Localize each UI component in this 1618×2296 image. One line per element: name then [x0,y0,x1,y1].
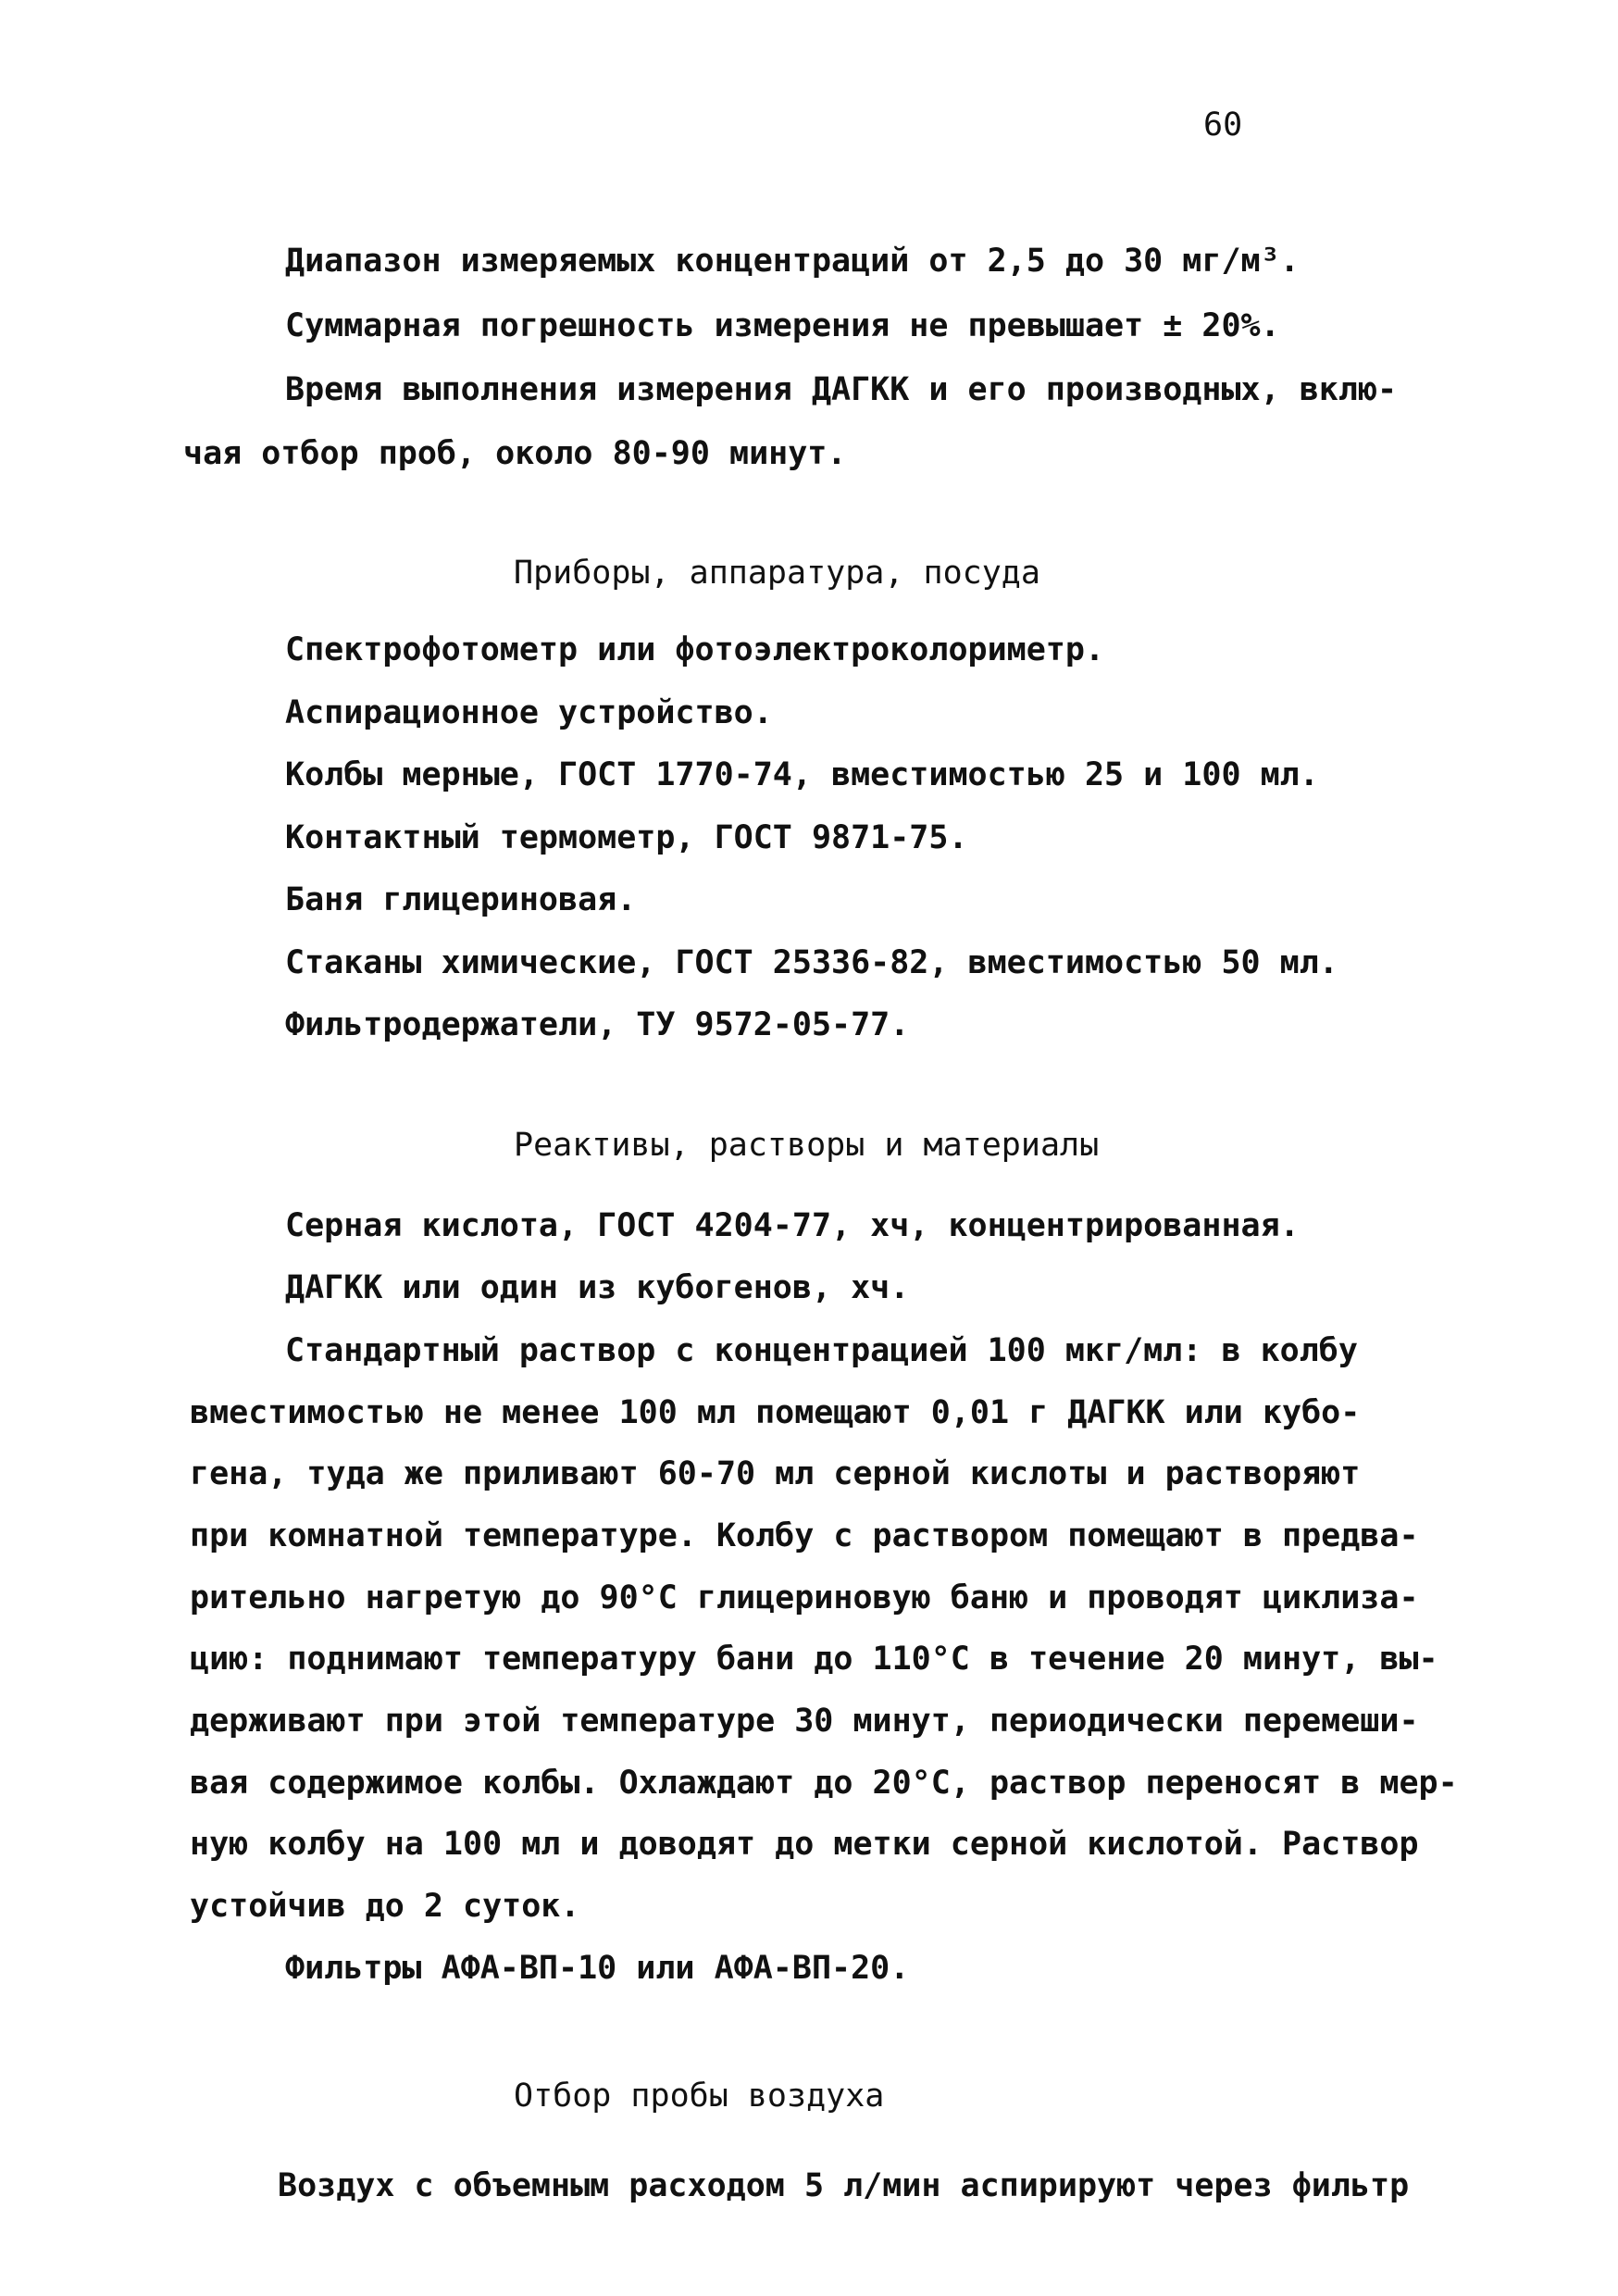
instrument-item: Стаканы химические, ГОСТ 25336-82, вместимостью 50 мл. [285,944,1338,981]
section-title-reagents: Реактивы, растворы и материалы [514,1127,1100,1164]
instrument-item: Баня глицериновая. [285,881,637,918]
reagent-line: Стандартный раствор с концентрацией 100 мкг/мл: в колбу [285,1332,1358,1369]
reagent-line: ДАГКК или один из кубогенов, хч. [285,1269,910,1306]
instrument-item: Фильтродержатели, ТУ 9572-05-77. [285,1006,910,1043]
reagent-line: устойчив до 2 суток. [190,1888,580,1925]
reagent-line: ную колбу на 100 мл и доводят до метки серной кислотой. Раствор [190,1826,1419,1863]
instrument-item: Колбы мерные, ГОСТ 1770-74, вместимостью 25 и 100 мл. [285,756,1319,793]
reagent-line: цию: поднимают температуру бани до 110°С в течение 20 минут, вы- [190,1641,1438,1678]
intro-line-3: Время выполнения измерения ДАГКК и его производных, вклю- [285,371,1398,408]
instrument-item: Контактный термометр, ГОСТ 9871-75. [285,819,968,856]
intro-line-4: чая отбор проб, около 80-90 минут. [183,435,847,472]
reagent-line: вая содержимое колбы. Охлаждают до 20°С, раствор переносят в мер- [190,1765,1458,1802]
intro-line-1: Диапазон измеряемых концентраций от 2,5 до 30 мг/м³. [285,243,1300,280]
reagent-line: рительно нагретую до 90°С глицериновую баню и проводят циклиза- [190,1579,1419,1616]
page-number: 60 [1203,106,1243,144]
section-title-sampling: Отбор пробы воздуха [514,2078,885,2115]
instrument-item: Спектрофотометр или фотоэлектроколориметр. [285,631,1105,668]
reagent-line: Серная кислота, ГОСТ 4204-77, хч, концентрированная. [285,1207,1300,1244]
reagent-line: гена, туда же приливают 60-70 мл серной кислоты и растворяют [190,1455,1361,1492]
reagent-line: при комнатной температуре. Колбу с раствором помещают в предва- [190,1517,1419,1554]
instrument-item: Аспирационное устройство. [285,694,773,731]
reagent-line: Фильтры АФА-ВП-10 или АФА-ВП-20. [285,1950,910,1987]
sampling-line: Воздух с объемным расходом 5 л/мин аспирируют через фильтр [278,2167,1410,2204]
intro-line-2: Суммарная погрешность измерения не превышает ± 20%. [285,307,1280,344]
reagent-line: вместимостью не менее 100 мл помещают 0,01 г ДАГКК или кубо- [190,1394,1361,1431]
reagent-line: держивают при этой температуре 30 минут, периодически перемеши- [190,1703,1419,1740]
section-title-instruments: Приборы, аппаратура, посуда [514,555,1040,592]
